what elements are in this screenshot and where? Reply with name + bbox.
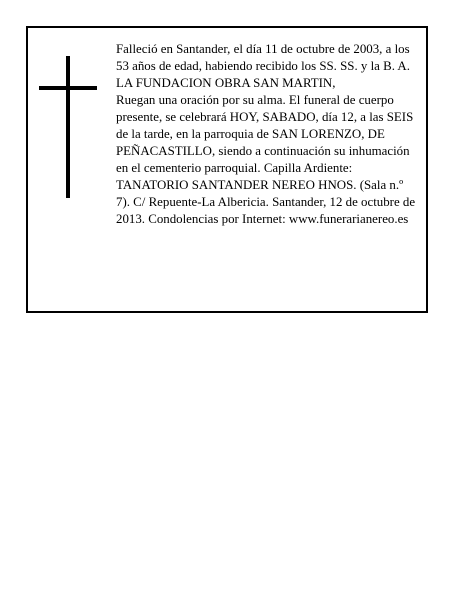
notice-text xyxy=(116,41,416,228)
notice-paragraph-death: Falleció en Santander, el día 11 de octubre de 2003, a los 53 años de edad, habiendo recibido los SS. SS. y la B. A. xyxy=(116,42,410,73)
notice-paragraph-foundation: LA FUNDACION OBRA SAN MARTIN, xyxy=(116,76,336,90)
cross-vertical-bar xyxy=(66,56,70,198)
notice-paragraph-funeral: Ruegan una oración por su alma. El funeral de cuerpo presente, se celebrará HOY, SABADO, día 12, a las SEIS de la tarde, en la parroquia de SAN LORENZO, DE PEÑACASTILLO, siendo a continuación su inhumación en el cementerio parroquial. Capilla Ardiente: TANATORIO SANTANDER NEREO HNOS. (Sala n.º 7). C/ Repuente-La Albericia. Santander, 12 de octubre de 2013. Condolencias por Internet: www.funerarianereo.es xyxy=(116,93,416,226)
cross-horizontal-bar xyxy=(39,86,97,90)
obituary-notice xyxy=(26,26,428,313)
